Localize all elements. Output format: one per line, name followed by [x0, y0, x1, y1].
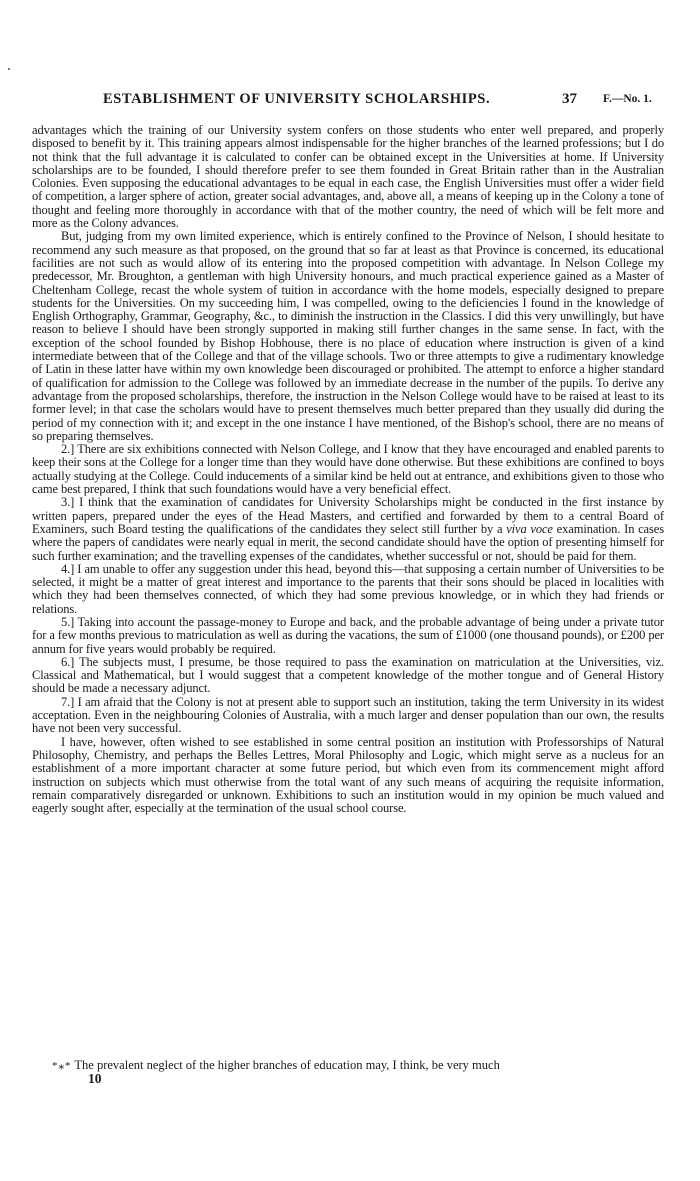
paragraph-continuation: advantages which the training of our University system confers on those students who enter well prepared, and properly disposed to benefit by it. This training appears almost indispensable for the higher branches of the learned professions; but I do not think that the full advantage it is calculated to confer can be obtained except in the Universities at home. If University scholarships are to be founded, I should therefore prefer to see them founded in Great Britain rather than in the Australian Colonies. Even supposing the educational advantages to be equal in each case, the English Universities must offer a wider field of competition, a larger sphere of action, greater social advantages, and, above all, a means of keeping up in the Colony a tone of thought and feeling more thoroughly in accordance with that of the mother country, the need of which will be felt more and more as the Colony advances.: [32, 123, 664, 231]
paper-reference: F.—No. 1.: [603, 93, 652, 105]
body-text: [32, 124, 664, 815]
catchline: [52, 1058, 500, 1073]
paragraph-institution: I have, however, often wished to see established in some central position an institution with Professorships of Natural Philosophy, Chemistry, and perhaps the Belles Lettres, Moral Philosophy and Logic, which might serve as a nucleus for an establishment of a more important character at some future period, but which even from its commencement might afford instruction on subjects which must otherwise from the total want of any such means of acquiring the requisite information, remain comparatively disregarded or unknown. Exhibitions to such an institution would in my opinion be much valued and eagerly sought after, especially at the termination of the usual school course.: [32, 734, 664, 816]
catchline-text: The prevalent neglect of the higher branches of education may, I think, be very much: [74, 1058, 500, 1072]
page-number: 37: [562, 91, 577, 107]
signature-mark: 10: [88, 1071, 102, 1086]
scan-speck: [8, 68, 10, 70]
paragraph-answer-7: 7.] I am afraid that the Colony is not at present able to support such an institution, taking the term University in its widest acceptation. Even in the neighbouring Colonies of Australia, with a much larger and denser population than our own, the results have not been very successful.: [32, 694, 664, 736]
page-header: [0, 91, 700, 111]
asterism-marker: *⁎*: [52, 1060, 72, 1072]
paragraph-nelson-province: But, judging from my own limited experience, which is entirely confined to the Province of Nelson, I should hesitate to recommend any such measure as that proposed, on the ground that so far at least as that Province is concerned, its educational facilities are not such as would allow of its entering into the proposed competition with advantage. In Nelson College my predecessor, Mr. Broughton, a gentleman with high University honours, and much practical experience gained as a Master of Cheltenham College, recast the whole system of tuition in accordance with the home models, especially designed to prepare students for the Universities. On my succeeding him, I was compelled, owing to the deficiencies I found in the knowledge of English Orthography, Grammar, Geography, &c., to diminish the instruction in the Classics. I did this very unwillingly, but have reason to believe I should have been strongly supported in making still further changes in the same sense. In fact, with the exception of the school founded by Bishop Hobhouse, there is no place of education where instruction is given of a kind intermediate between that of the College and that of the village schools. Two or three attempts to give a rudimentary knowledge of Latin in these latter have within my own knowledge been discouraged or prohibited. The attempt to enforce a higher standard of qualification for admission to the College was followed by an immediate decrease in the number of the pupils. To derive any advantage from the proposed scholarships, therefore, the instruction in the Nelson College would have to be raised at least to its former level; in that case the scholars would have to present themselves much better prepared than they usually did during the period of my connection with it; and except in the one instance I have mentioned, of the Bishop's school, there are no means of so preparing themselves.: [32, 229, 664, 443]
paragraph-answer-2: 2.] There are six exhibitions connected with Nelson College, and I know that they have encouraged and enabled parents to keep their sons at the College for a longer time than they would have done otherwise. But these exhibitions are confined to boys actually studying at the College. Could inducements of a similar kind be held out at entrance, and exhibitions given to those who came best prepared, I think that such foundations would have a very beneficial effect.: [32, 442, 664, 497]
paragraph-answer-6: 6.] The subjects must, I presume, be those required to pass the examination on matriculation at the Universities, viz. Classical and Mathematical, but I would suggest that a competent knowledge of the mother tongue and of General History should be made a necessary adjunct.: [32, 654, 664, 696]
latin-phrase: viva voce: [506, 521, 553, 536]
paragraph-answer-5: 5.] Taking into account the passage-money to Europe and back, and the probable advantage of being under a private tutor for a few months previous to matriculation as well as during the vacations, the sum of £1000 (one thousand pounds), or £200 per annum for five years would probably be required.: [32, 614, 664, 656]
paragraph-answer-3: 3.] I think that the examination of candidates for University Scholarships might be conducted in the first instance by written papers, prepared under the eyes of the Head Masters, and certified and forwarded by them to a central Board of Examiners, such Board testing the qualifications of the candidates they select still further by a viva voce examination. In cases where the papers of candidates were nearly equal in merit, the second candidate should have the option of presenting himself for such further examination; and the travelling expenses of the candidates, whether successful or not, should be paid for them.: [32, 495, 664, 563]
running-title: ESTABLISHMENT OF UNIVERSITY SCHOLARSHIPS.: [103, 91, 491, 107]
paragraph-answer-4: 4.] I am unable to offer any suggestion under this head, beyond this—that supposing a certain number of Universities to be selected, it might be a matter of great interest and importance to the parents that their sons should be placed in localities with which they had been themselves connected, of which they had some previous knowledge, or in which they had friends or relations.: [32, 561, 664, 616]
